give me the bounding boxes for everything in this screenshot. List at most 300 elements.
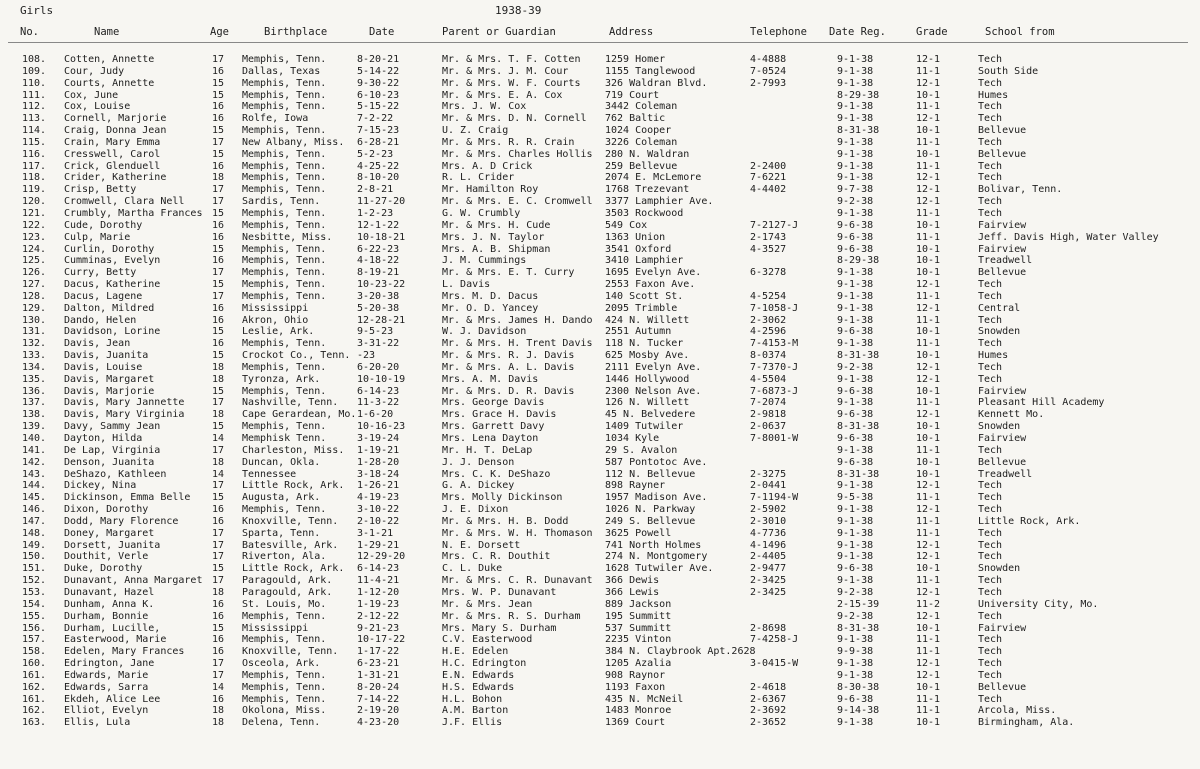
cell-no: 117. [22, 160, 47, 172]
cell-no: 138. [22, 409, 47, 421]
cell-age: 16 [212, 646, 225, 658]
cell-no: 161. [22, 693, 47, 705]
cell-birthplace: Memphis, Tenn. [242, 610, 327, 622]
cell-name: Edrington, Jane [64, 658, 155, 670]
cell-birthplace: Riverton, Ala. [242, 551, 327, 563]
cell-no: 130. [22, 314, 47, 326]
cell-birthplace: Little Rock, Ark. [242, 563, 345, 575]
cell-address: 549 Cox [605, 219, 648, 231]
cell-grade: 12-1 [916, 373, 941, 385]
cell-address: 889 Jackson [605, 598, 672, 610]
cell-grade: 11-1 [916, 338, 941, 350]
table-row [0, 374, 1200, 386]
cell-address: 2074 E. McLemore [605, 172, 702, 184]
cell-no: 154. [22, 598, 47, 610]
cell-parent: Mr. & Mrs. J. M. Cour [442, 65, 569, 77]
cell-parent: R. L. Crider [442, 172, 515, 184]
cell-grade: 10-1 [916, 563, 941, 575]
cell-no: 146. [22, 504, 47, 516]
cell-parent: J.F. Ellis [442, 717, 503, 729]
cell-birthplace: Dallas, Texas [242, 65, 321, 77]
cell-name: Culp, Marie [64, 231, 131, 243]
cell-grade: 11-1 [916, 444, 941, 456]
cell-birthplace: Tyronza, Ark. [242, 373, 321, 385]
cell-no: 113. [22, 113, 47, 125]
table-row [0, 54, 1200, 66]
cell-age: 17 [212, 397, 225, 409]
cell-no: 160. [22, 658, 47, 670]
cell-name: Easterwood, Marie [64, 634, 167, 646]
cell-address: 2095 Trimble [605, 302, 678, 314]
cell-grade: 11-1 [916, 314, 941, 326]
cell-date-reg: 9-1-38 [837, 634, 874, 646]
cell-age: 18 [212, 172, 225, 184]
cell-telephone: 4-7736 [750, 527, 787, 539]
table-row [0, 267, 1200, 279]
cell-date-reg: 8-29-38 [837, 89, 880, 101]
cell-parent: Mr. & Mrs. R. R. Crain [442, 136, 575, 148]
table-row [0, 220, 1200, 232]
cell-date-reg: 8-31-38 [837, 421, 880, 433]
cell-birthplace: Memphis, Tenn. [242, 101, 327, 113]
cell-name: Dunavant, Anna Margaret [64, 575, 203, 587]
cell-date: 4-18-22 [357, 255, 400, 267]
cell-age: 15 [212, 421, 225, 433]
cell-no: 116. [22, 148, 47, 160]
table-row [0, 705, 1200, 717]
cell-date-reg: 9-1-38 [837, 669, 874, 681]
cell-parent: E.N. Edwards [442, 669, 515, 681]
cell-address: 2300 Nelson Ave. [605, 385, 702, 397]
table-row [0, 611, 1200, 623]
cell-date: 3-1-21 [357, 527, 394, 539]
cell-age: 14 [212, 433, 225, 444]
cell-parent: N. E. Dorsett [442, 539, 521, 551]
cell-school-from: Tech [978, 77, 1003, 89]
cell-parent: Mrs. A. M. Davis [442, 373, 539, 385]
cell-name: Crain, Mary Emma [64, 136, 161, 148]
cell-no: 133. [22, 350, 47, 362]
cell-address: 384 N. Claybrook Apt.2628 [605, 646, 756, 658]
cell-telephone: 2-9818 [750, 409, 787, 421]
table-row [0, 255, 1200, 267]
cell-birthplace: Memphis, Tenn. [242, 634, 327, 646]
cell-school-from: Snowden [978, 563, 1021, 575]
cell-age: 16 [212, 338, 225, 350]
cell-name: Dorsett, Juanita [64, 539, 161, 551]
cell-age: 18 [212, 717, 225, 729]
header-name: Name [94, 26, 120, 38]
cell-no: 143. [22, 468, 47, 480]
cell-parent: Mrs. Garrett Davy [442, 421, 545, 433]
header-address: Address [609, 26, 654, 38]
cell-date: 3-20-38 [357, 290, 400, 302]
cell-telephone: 3-0415-W [750, 658, 799, 670]
cell-date: 10-17-22 [357, 634, 406, 646]
cell-date-reg: 9-2-38 [837, 586, 874, 598]
cell-no: 149. [22, 539, 47, 551]
cell-no: 150. [22, 551, 47, 563]
table-row [0, 587, 1200, 599]
cell-date-reg: 9-1-38 [837, 314, 874, 326]
cell-no: 136. [22, 385, 47, 397]
cell-no: 144. [22, 480, 47, 492]
cell-birthplace: Memphisk Tenn. [242, 433, 327, 444]
cell-name: Dickey, Nina [64, 480, 137, 492]
cell-telephone: 4-1496 [750, 539, 787, 551]
cell-birthplace: Memphis, Tenn. [242, 338, 327, 350]
cell-parent: Mrs. M. D. Dacus [442, 290, 539, 302]
cell-date: 12-29-20 [357, 551, 406, 563]
cell-grade: 10-1 [916, 421, 941, 433]
cell-name: Denson, Juanita [64, 456, 155, 468]
cell-school-from: Birmingham, Ala. [978, 717, 1075, 729]
cell-school-from: Central [978, 302, 1021, 314]
cell-name: Cromwell, Clara Nell [64, 196, 185, 208]
cell-date-reg: 8-30-38 [837, 681, 880, 693]
cell-telephone: 2-3692 [750, 705, 787, 717]
cell-date: 5-2-23 [357, 148, 394, 160]
cell-parent: Mr. & Mrs. T. F. Cotten [442, 54, 581, 65]
cell-name: Cude, Dorothy [64, 219, 143, 231]
cell-parent: Mr. & Mrs. E. T. Curry [442, 267, 575, 279]
header-grade: Grade [916, 26, 948, 38]
cell-grade: 11-1 [916, 646, 941, 658]
cell-address: 762 Baltic [605, 113, 666, 125]
table-row [0, 326, 1200, 338]
cell-parent: Mrs. C. R. Douthit [442, 551, 551, 563]
table-row [0, 646, 1200, 658]
cell-date: 5-20-38 [357, 302, 400, 314]
table-row [0, 315, 1200, 327]
cell-birthplace: Memphis, Tenn. [242, 267, 327, 279]
cell-date-reg: 9-1-38 [837, 290, 874, 302]
table-row [0, 161, 1200, 173]
table-row [0, 682, 1200, 694]
cell-birthplace: Memphis, Tenn. [242, 681, 327, 693]
cell-date: 11-27-20 [357, 196, 406, 208]
cell-date-reg: 9-1-38 [837, 160, 874, 172]
cell-name: Davy, Sammy Jean [64, 421, 161, 433]
cell-birthplace: Osceola, Ark. [242, 658, 321, 670]
cell-telephone: 2-3652 [750, 717, 787, 729]
cell-address: 1446 Hollywood [605, 373, 690, 385]
cell-school-from: University City, Mo. [978, 598, 1099, 610]
cell-name: Craig, Donna Jean [64, 125, 167, 137]
cell-grade: 12-1 [916, 184, 941, 196]
cell-parent: H.L. Bohon [442, 693, 503, 705]
cell-age: 18 [212, 705, 225, 717]
header-date-reg: Date Reg. [829, 26, 886, 38]
table-row [0, 504, 1200, 516]
cell-school-from: Fairview [978, 219, 1027, 231]
cell-school-from: Tech [978, 338, 1003, 350]
cell-name: Davidson, Lorine [64, 326, 161, 338]
cell-age: 16 [212, 314, 225, 326]
cell-telephone: 4-2596 [750, 326, 787, 338]
cell-no: 125. [22, 255, 47, 267]
cell-telephone: 6-3278 [750, 267, 787, 279]
cell-age: 17 [212, 551, 225, 563]
cell-address: 112 N. Bellevue [605, 468, 696, 480]
cell-birthplace: Memphis, Tenn. [242, 290, 327, 302]
cell-date-reg: 9-6-38 [837, 231, 874, 243]
cell-date: 1-17-22 [357, 646, 400, 658]
cell-name: Curlin, Dorothy [64, 243, 155, 255]
table-row [0, 113, 1200, 125]
cell-telephone: 2-9477 [750, 563, 787, 575]
cell-telephone: 7-4258-J [750, 634, 799, 646]
table-row [0, 540, 1200, 552]
cell-age: 18 [212, 456, 225, 468]
cell-address: 1369 Court [605, 717, 666, 729]
cell-age: 15 [212, 243, 225, 255]
table-row [0, 232, 1200, 244]
cell-age: 15 [212, 89, 225, 101]
cell-birthplace: Leslie, Ark. [242, 326, 315, 338]
cell-parent: L. Davis [442, 279, 491, 291]
cell-date: 3-10-22 [357, 504, 400, 516]
header-no: No. [20, 26, 39, 38]
cell-parent: H.E. Edelen [442, 646, 509, 658]
cell-telephone: 7-0524 [750, 65, 787, 77]
cell-grade: 11-2 [916, 598, 941, 610]
cell-date-reg: 9-1-38 [837, 480, 874, 492]
cell-birthplace: Delena, Tenn. [242, 717, 321, 729]
cell-date-reg: 9-2-38 [837, 361, 874, 373]
header-date: Date [369, 26, 395, 38]
cell-no: 162. [22, 705, 47, 717]
cell-date-reg: 8-31-38 [837, 125, 880, 137]
cell-address: 898 Rayner [605, 480, 666, 492]
cell-telephone: 7-8001-W [750, 433, 799, 444]
cell-no: 153. [22, 586, 47, 598]
cell-school-from: Bellevue [978, 456, 1027, 468]
cell-no: 142. [22, 456, 47, 468]
cell-name: Cour, Judy [64, 65, 125, 77]
cell-birthplace: Memphis, Tenn. [242, 421, 327, 433]
cell-telephone: 4-4402 [750, 184, 787, 196]
cell-grade: 10-1 [916, 717, 941, 729]
table-row [0, 386, 1200, 398]
cell-date-reg: 9-1-38 [837, 658, 874, 670]
cell-school-from: Tech [978, 610, 1003, 622]
cell-no: 119. [22, 184, 47, 196]
cell-date: 10-23-22 [357, 279, 406, 291]
cell-age: 16 [212, 504, 225, 516]
cell-date-reg: 9-1-38 [837, 515, 874, 527]
cell-date: 5-15-22 [357, 101, 400, 113]
cell-age: 18 [212, 586, 225, 598]
cell-name: Davis, Mary Jannette [64, 397, 185, 409]
cell-no: 118. [22, 172, 47, 184]
cell-birthplace: Memphis, Tenn. [242, 243, 327, 255]
cell-school-from: Treadwell [978, 255, 1033, 267]
cell-age: 15 [212, 77, 225, 89]
cell-school-from: Tech [978, 551, 1003, 563]
cell-name: Cox, Louise [64, 101, 131, 113]
cell-no: 112. [22, 101, 47, 113]
cell-age: 17 [212, 444, 225, 456]
cell-grade: 11-1 [916, 515, 941, 527]
cell-birthplace: Knoxville, Tenn. [242, 646, 339, 658]
cell-age: 15 [212, 279, 225, 291]
cell-birthplace: Memphis, Tenn. [242, 54, 327, 65]
cell-age: 17 [212, 184, 225, 196]
table-row [0, 397, 1200, 409]
cell-no: 114. [22, 125, 47, 137]
cell-grade: 11-1 [916, 290, 941, 302]
cell-date: 1-29-21 [357, 539, 400, 551]
cell-address: 424 N. Willett [605, 314, 690, 326]
cell-address: 3541 Oxford [605, 243, 672, 255]
table-row [0, 291, 1200, 303]
cell-date-reg: 9-2-38 [837, 196, 874, 208]
cell-address: 435 N. McNeil [605, 693, 684, 705]
column-headers [0, 26, 1200, 40]
cell-grade: 10-1 [916, 433, 941, 444]
table-row [0, 137, 1200, 149]
cell-no: 128. [22, 290, 47, 302]
cell-address: 2111 Evelyn Ave. [605, 361, 702, 373]
table-row [0, 492, 1200, 504]
cell-parent: Mrs. Grace H. Davis [442, 409, 557, 421]
student-table [0, 54, 1200, 729]
cell-date-reg: 9-1-38 [837, 207, 874, 219]
cell-no: 141. [22, 444, 47, 456]
cell-date: 1-6-20 [357, 409, 394, 421]
cell-telephone: 7-1194-W [750, 492, 799, 504]
cell-telephone: 2-3425 [750, 586, 787, 598]
cell-school-from: Jeff. Davis High, Water Valley [978, 231, 1159, 243]
cell-grade: 12-1 [916, 172, 941, 184]
cell-school-from: Tech [978, 101, 1003, 113]
cell-name: Dunham, Anna K. [64, 598, 155, 610]
cell-school-from: Tech [978, 586, 1003, 598]
cell-name: Crick, Glenduell [64, 160, 161, 172]
table-row [0, 623, 1200, 635]
cell-school-from: Tech [978, 646, 1003, 658]
cell-age: 16 [212, 598, 225, 610]
cell-school-from: Tech [978, 113, 1003, 125]
cell-age: 16 [212, 160, 225, 172]
cell-parent: C.V. Easterwood [442, 634, 533, 646]
header-school-from: School from [985, 26, 1055, 38]
cell-parent: J. J. Denson [442, 456, 515, 468]
cell-address: 1155 Tanglewood [605, 65, 696, 77]
cell-age: 16 [212, 231, 225, 243]
cell-date: 10-18-21 [357, 231, 406, 243]
cell-no: 135. [22, 373, 47, 385]
cell-date-reg: 9-1-38 [837, 551, 874, 563]
cell-parent: Mr. & Mrs. Jean [442, 598, 533, 610]
cell-school-from: Tech [978, 669, 1003, 681]
cell-age: 14 [212, 681, 225, 693]
cell-date-reg: 8-31-38 [837, 468, 880, 480]
cell-grade: 10-1 [916, 326, 941, 338]
cell-birthplace: Paragould, Ark. [242, 586, 333, 598]
cell-date: 3-18-24 [357, 468, 400, 480]
cell-date-reg: 9-1-38 [837, 575, 874, 587]
cell-school-from: Tech [978, 136, 1003, 148]
cell-no: 132. [22, 338, 47, 350]
cell-date-reg: 9-9-38 [837, 646, 874, 658]
cell-parent: Mr. & Mrs. R. J. Davis [442, 350, 575, 362]
table-row [0, 90, 1200, 102]
cell-address: 195 Summitt [605, 610, 672, 622]
cell-age: 16 [212, 693, 225, 705]
cell-date-reg: 9-1-38 [837, 527, 874, 539]
cell-name: Ellis, Lula [64, 717, 131, 729]
cell-birthplace: Memphis, Tenn. [242, 361, 327, 373]
cell-birthplace: Cape Gerardean, Mo. [242, 409, 357, 421]
table-row [0, 149, 1200, 161]
cell-date: 4-19-23 [357, 492, 400, 504]
cell-age: 16 [212, 302, 225, 314]
cell-address: 1363 Union [605, 231, 666, 243]
cell-school-from: Bellevue [978, 125, 1027, 137]
cell-date-reg: 9-6-38 [837, 563, 874, 575]
cell-no: 110. [22, 77, 47, 89]
cell-age: 18 [212, 373, 225, 385]
cell-birthplace: Paragould, Ark. [242, 575, 333, 587]
cell-date-reg: 9-6-38 [837, 385, 874, 397]
cell-no: 152. [22, 575, 47, 587]
cell-name: Curry, Betty [64, 267, 137, 279]
table-row [0, 469, 1200, 481]
cell-address: 280 N. Waldran [605, 148, 690, 160]
cell-address: 126 N. Willett [605, 397, 690, 409]
cell-birthplace: Memphis, Tenn. [242, 160, 327, 172]
cell-parent: Mrs. J. W. Cox [442, 101, 527, 113]
cell-address: 118 N. Tucker [605, 338, 684, 350]
cell-parent: Mr. & Mrs. D. N. Cornell [442, 113, 587, 125]
cell-no: 134. [22, 361, 47, 373]
cell-birthplace: Augusta, Ark. [242, 492, 321, 504]
table-row [0, 551, 1200, 563]
cell-age: 15 [212, 492, 225, 504]
cell-name: Cox, June [64, 89, 119, 101]
cell-school-from: Bellevue [978, 267, 1027, 279]
school-year: 1938-39 [495, 4, 542, 17]
cell-age: 17 [212, 539, 225, 551]
cell-school-from: Bellevue [978, 681, 1027, 693]
cell-birthplace: Memphis, Tenn. [242, 172, 327, 184]
cell-date-reg: 9-6-38 [837, 219, 874, 231]
cell-date-reg: 9-1-38 [837, 172, 874, 184]
table-row [0, 78, 1200, 90]
cell-date-reg: 8-31-38 [837, 350, 880, 362]
cell-date-reg: 9-6-38 [837, 326, 874, 338]
cell-date: 8-20-24 [357, 681, 400, 693]
cell-date: 1-12-20 [357, 586, 400, 598]
table-row [0, 528, 1200, 540]
cell-grade: 11-1 [916, 492, 941, 504]
cell-school-from: Tech [978, 634, 1003, 646]
cell-name: Dunavant, Hazel [64, 586, 155, 598]
cell-date: 5-14-22 [357, 65, 400, 77]
cell-date: 11-3-22 [357, 397, 400, 409]
table-row [0, 445, 1200, 457]
cell-no: 151. [22, 563, 47, 575]
cell-name: De Lap, Virginia [64, 444, 161, 456]
table-row [0, 196, 1200, 208]
cell-date-reg: 9-1-38 [837, 338, 874, 350]
cell-address: 45 N. Belvedere [605, 409, 696, 421]
cell-telephone: 2-3062 [750, 314, 787, 326]
cell-address: 3226 Coleman [605, 136, 678, 148]
cell-name: Cotten, Annette [64, 54, 155, 65]
